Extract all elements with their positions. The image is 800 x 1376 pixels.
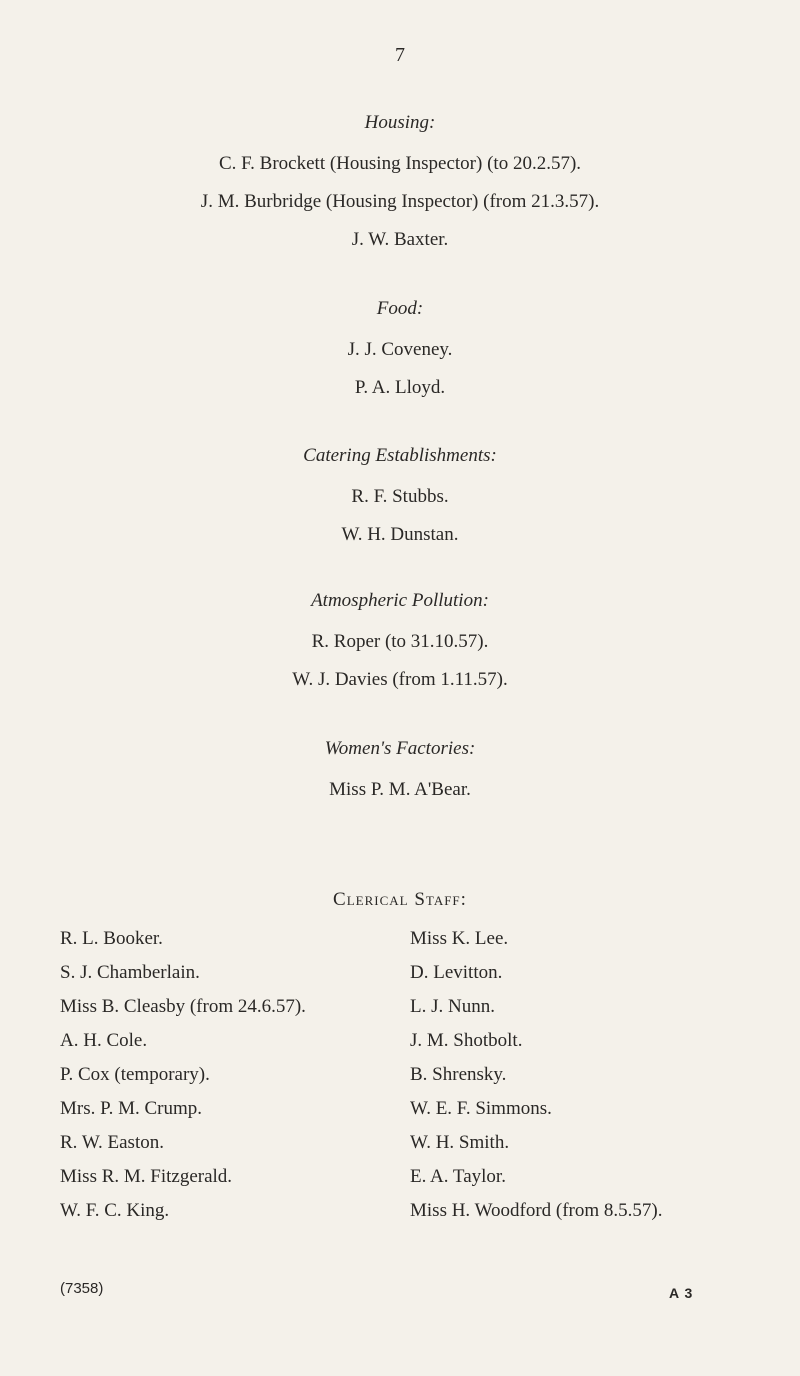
clerical-staff-name: Miss K. Lee.: [410, 928, 509, 949]
section-heading: Food:: [376, 298, 424, 319]
clerical-staff-left-column: [60, 929, 306, 1235]
section-heading: Women's Factories:: [324, 738, 476, 759]
clerical-staff-name: Miss B. Cleasby (from 24.6.57).: [60, 996, 306, 1017]
staff-line: W. H. Dunstan.: [341, 524, 459, 545]
clerical-staff-name: E. A. Taylor.: [410, 1166, 506, 1187]
clerical-staff-name: L. J. Nunn.: [410, 996, 495, 1017]
clerical-staff-name: J. M. Shotbolt.: [410, 1030, 523, 1051]
staff-line: R. Roper (to 31.10.57).: [311, 631, 489, 652]
clerical-staff-right-column: [410, 929, 663, 1235]
page-number: 7: [395, 44, 405, 66]
food-section: [0, 298, 800, 416]
clerical-staff-heading: Clerical Staff:: [333, 889, 467, 910]
clerical-staff-name: Miss R. M. Fitzgerald.: [60, 1166, 233, 1187]
staff-line: R. F. Stubbs.: [351, 486, 449, 507]
staff-line: J. M. Burbridge (Housing Inspector) (from 21.3.57).: [200, 191, 600, 212]
womens-factories-section: [0, 738, 800, 818]
section-heading: Catering Establishments:: [303, 445, 497, 466]
signature-mark: A 3: [669, 1285, 694, 1301]
section-heading: Atmospheric Pollution:: [311, 590, 489, 611]
clerical-staff-name: S. J. Chamberlain.: [60, 962, 200, 983]
catering-section: [0, 445, 800, 563]
staff-line: C. F. Brockett (Housing Inspector) (to 20.2.57).: [218, 153, 582, 174]
clerical-staff-name: B. Shrensky.: [410, 1064, 507, 1085]
clerical-staff-name: A. H. Cole.: [60, 1030, 148, 1051]
clerical-staff-name: D. Levitton.: [410, 962, 503, 983]
staff-line: J. J. Coveney.: [347, 339, 453, 360]
clerical-staff-name: W. E. F. Simmons.: [410, 1098, 552, 1119]
housing-section: [0, 112, 800, 268]
clerical-staff-name: Mrs. P. M. Crump.: [60, 1098, 202, 1119]
staff-line: J. W. Baxter.: [351, 229, 449, 250]
staff-line: P. A. Lloyd.: [354, 377, 446, 398]
staff-line: Miss P. M. A'Bear.: [329, 779, 471, 800]
staff-line: W. J. Davies (from 1.11.57).: [292, 669, 508, 690]
clerical-staff-name: R. L. Booker.: [60, 928, 163, 949]
section-heading: Housing:: [364, 112, 436, 133]
clerical-staff-name: R. W. Easton.: [60, 1132, 164, 1153]
clerical-staff-name: W. H. Smith.: [410, 1132, 510, 1153]
atmospheric-pollution-section: [0, 590, 800, 708]
clerical-staff-name: W. F. C. King.: [60, 1200, 170, 1221]
print-code: (7358): [60, 1280, 104, 1297]
clerical-staff-name: Miss H. Woodford (from 8.5.57).: [410, 1200, 663, 1221]
clerical-staff-name: P. Cox (temporary).: [60, 1064, 210, 1085]
